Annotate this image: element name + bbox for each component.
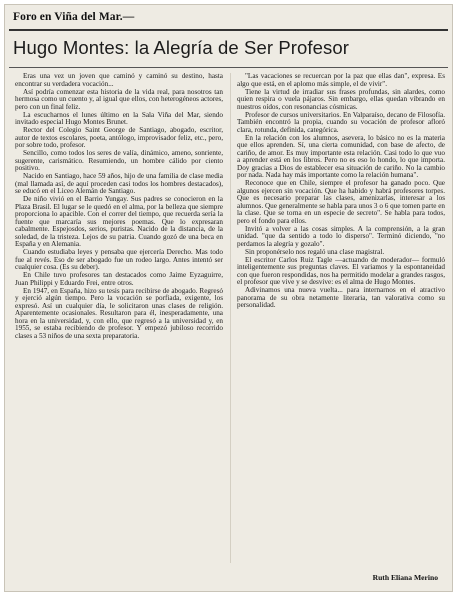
article-paragraph: Así podría comenzar esta historia de la vida real, para nosotros tan hermosa como un cuento y, al igual que ellos, con heterogéneos actores, pero con un final feliz. [15,87,223,111]
article-paragraph: Rector del Colegio Saint George de Santiago, abogado, escritor, autor de textos escolares, poeta, antólogo, improvisador feliz, etc., pero, por sobre todo, profesor. [15,126,223,149]
section-heading: Foro en Viña del Mar.— [13,11,135,23]
article-paragraph: En 1947, en España, hizo su tesis para recibirse de abogado. Regresó y ejerció algún tiempo. Pero la vocación se porfiada, exigente, los expresó. Así un cualquier día, le solicitaron unas clases de religión. Aparentemente ocasionales. Resultaron para él, inesperadamente, una hora en la universidad, y, con ello, que regresó a la universidad y, en 1955, se estaba recibiendo de profesor. Y empezó jubiloso recorrido clases a 53 niños de una sexta preparatoria. [15,286,223,340]
article-paragraph: La escucharnos el lunes último en la Sala Viña del Mar, siendo invitado especial Hugo Montes Brunet. [15,110,223,126]
article-headline: Hugo Montes: la Alegría de Ser Profesor [13,37,350,58]
article-paragraph: En la relación con los alumnos, asevera, lo básico no es la materia que ellos aprenden. Sí, una cierta comunidad, con base de afecto, de cariño, de amor. Es muy importante esta relación. Casi todo lo que vuo a aprender está en los libros. Pero no es eso lo hondo, lo que importa. Doy gracias a Dios de establecer esa situación de cariño. No la cambio por nada. Nada hay más importante como la relación humana". [237,133,445,179]
article-paragraph: Eras una vez un joven que caminó y caminó su destino, hasta encontrar su verdadera vocación... [15,72,223,88]
article-paragraph: En Chile tuvo profesores tan destacados como Jaime Eyzaguirre, Juan Philippi y Eduardo Frei, entre otros. [15,271,223,287]
article-paragraph: Tiene la virtud de irradiar sus frases profundas, sin alardes, como quien respira o vuela pájaros. Sin embargo, ellas quedan vibrando en nuestros oídos, con resonancias cósmicas. [237,87,445,111]
article-paragraph: De niño vivió en el Barrio Yungay. Sus padres se conocieron en la Plaza Brasil. El lugar se le quedó en el alma, por la belleza que siempre proporciona lo apacible. Con el correr del tiempo, que recuerda sería la fuente que marcaría sus mejores poemas. Que lo expresaran cabalmente. Espejosdos, serios, puristas. Nacido de la distancia, de la soledad, de la tristeza. Lejos de su patria. Cuando gozó de una beca en España y en Alemania. [15,195,223,248]
headline-rule [9,67,448,68]
top-rule [9,29,448,31]
article-paragraph: Invitó a volver a las cosas simples. A la comprensión, a la gran unidad. "que da sentido a todo lo disperso". Terminó diciendo, "no perdamos la alegría y gozalo". [237,224,445,248]
article-paragraph: Sencillo, como todos los seres de valía, dinámico, ameno, sonriente, sugerente, carismático. Resumiendo, un hombre cálido por ciento positivo. [15,149,223,172]
article-paragraph: Adivinamos una nueva vuelta... para internarnos en el atractivo panorama de su obra netamente literaria, tan valorativa como su personalidad. [237,286,445,309]
article-paragraph: Nacido en Santiago, hace 59 años, hijo de una familia de clase media (mal llamada así, de aquí proceden casi todos los hombres destacados), se educó en el Liceo Alemán de Santiago. [15,172,223,195]
left-column [15,73,223,341]
article-paragraph: El escritor Carlos Ruiz Tagle —actuando de moderador— formuló inteligentemente sus preguntas claves. El variamos y la espontaneidad con que fueron respondidas, nos ha permitido modelar a grandes rasgos, el profesor que vive y se desvive: es el alma de Hugo Montes. [237,255,445,286]
column-divider [230,73,231,563]
article-paragraph: Cuando estudiaba leyes y pensaba que ejercería Derecho. Mas todo fue al revés. Eso de ser abogado fue un rodeo largo. Antes intentó ser cualquier cosa. (Es su deber). [15,248,223,271]
author-byline: Ruth Eliana Merino [372,573,438,582]
article-paragraph: Reconoce que en Chile, siempre el profesor ha ganado poco. Que algunos ejercen sin vocación. Que ha habido y habrá profesores torpes. Que es necesario preparar las clases, amenizarlas, interesar a los alumnos. Que generalmente se habla para unos 3 o 6 que tomen parte en la clase. Que se torna en un especie de secreto". Se habla para todos, pero el fondo para ellos. [237,179,445,225]
article-paragraph: Sin proponérselo nos regaló una clase magistral. [245,247,385,256]
right-column [237,73,445,310]
article-paragraph: "Las vacaciones se recuercan por la paz que ellas dan", expresa. Es algo que está, en el aplomo más simple, el de vivir". [237,72,445,88]
newspaper-clipping [4,4,453,592]
article-paragraph: Profesor de cursos universitarios. En Valparaíso, decano de Filosofía. También encontró la propia, cuando su vocación de profesor afloró clara, rotunda, definida, categórica. [237,110,445,134]
